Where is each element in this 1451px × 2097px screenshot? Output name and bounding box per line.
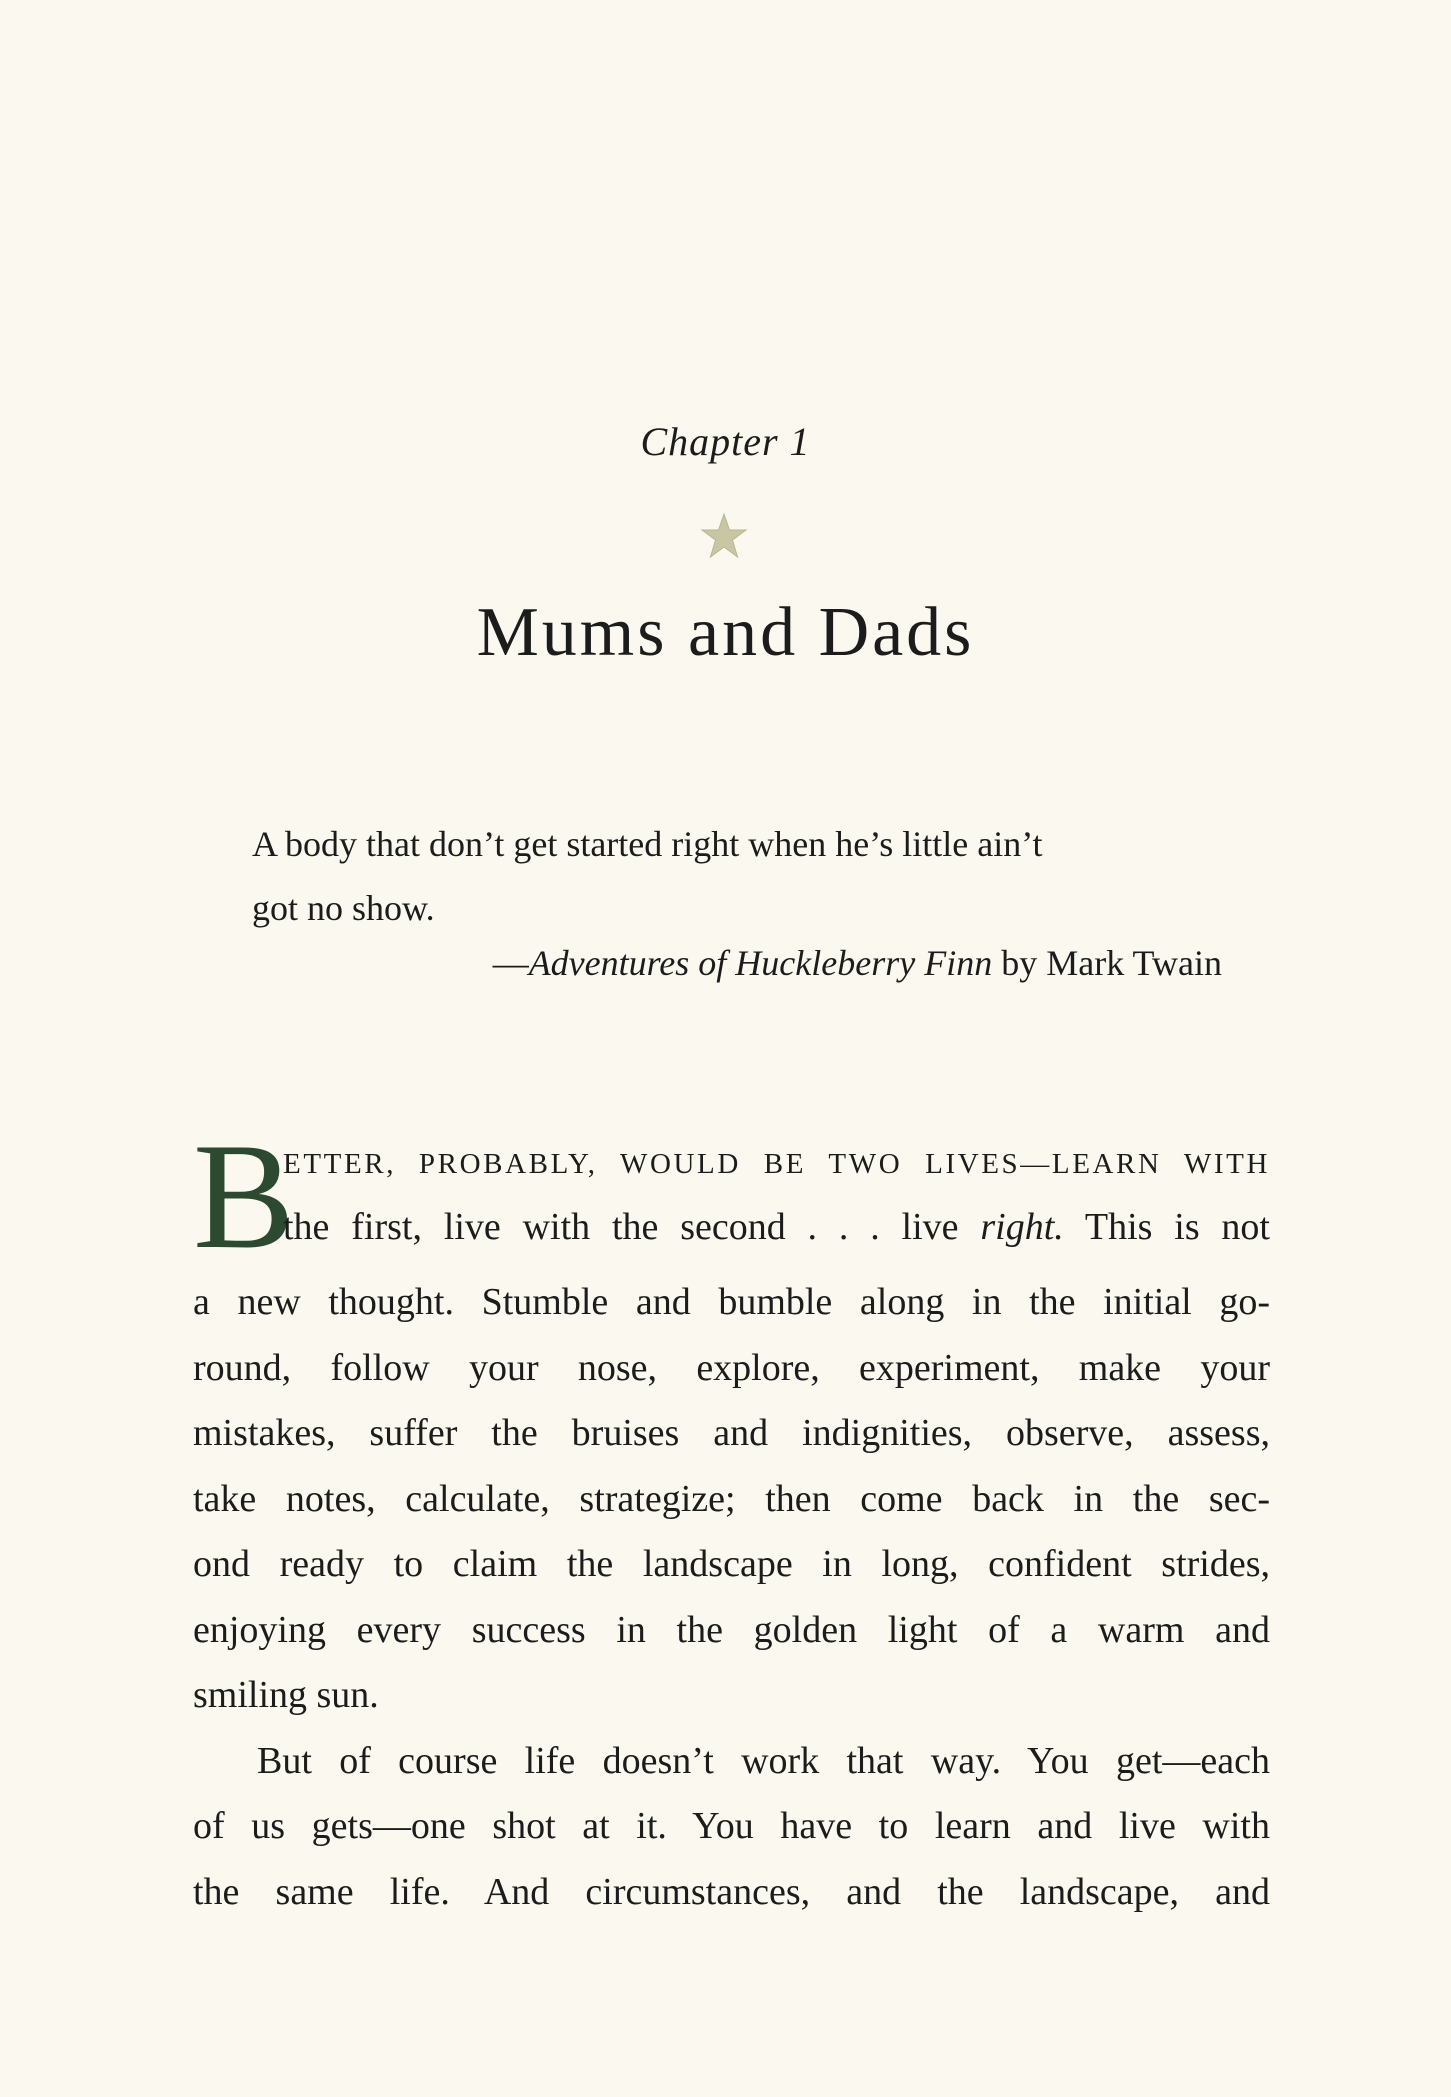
chapter-label: Chapter 1 (640, 419, 811, 464)
attribution-book-title: Adventures of Huckleberry Finn (528, 943, 993, 983)
paragraph-1-line: mistakes, suffer the bruises and indignities, observe, assess, (193, 1412, 1270, 1454)
paragraph-1-line: enjoying every success in the golden light of a warm and (193, 1608, 1270, 1651)
attribution-author: by Mark Twain (992, 943, 1222, 983)
paragraph-1-line: round, follow your nose, explore, experiment, make your (193, 1346, 1270, 1389)
paragraph-1-line: a new thought. Stumble and bumble along in the initial go- (193, 1281, 1270, 1323)
epigraph-line-1: A body that don’t get started right when he’s little ain’t (252, 824, 1043, 864)
paragraph-1-line: smiling sun. (193, 1674, 379, 1716)
star-icon (697, 510, 751, 564)
opening-line-2 (283, 1205, 1270, 1249)
body-text (193, 1270, 1270, 1925)
opening-small-caps: ETTER, PROBABLY, WOULD BE TWO LIVES—LEARN WITH (283, 1148, 1270, 1180)
paragraph-1-line: take notes, calculate, strategize; then come back in the sec- (193, 1477, 1270, 1520)
opening-line-2-italic: right. (980, 1206, 1064, 1248)
paragraph-2-line: the same life. And circumstances, and the landscape, and (193, 1870, 1270, 1913)
opening-line-2-start: the first, live with the second . . . live (283, 1206, 981, 1248)
epigraph-attribution (0, 942, 1222, 984)
star-ornament-shape (702, 514, 746, 557)
epigraph-line-2: got no show. (252, 888, 435, 928)
chapter-title: Mums and Dads (476, 594, 975, 671)
attribution-dash: — (492, 943, 529, 983)
epigraph-quote (252, 812, 1222, 940)
opening-line-2-end: This is not (1063, 1206, 1270, 1248)
paragraph-1-line: ond ready to claim the landscape in long, confident strides, (193, 1543, 1270, 1585)
paragraph-2-line: But of course life doesn’t work that way. You get—each (257, 1739, 1270, 1782)
paragraph-2-line: of us gets—one shot at it. You have to learn and live with (193, 1805, 1270, 1847)
drop-cap: B (193, 1112, 295, 1280)
